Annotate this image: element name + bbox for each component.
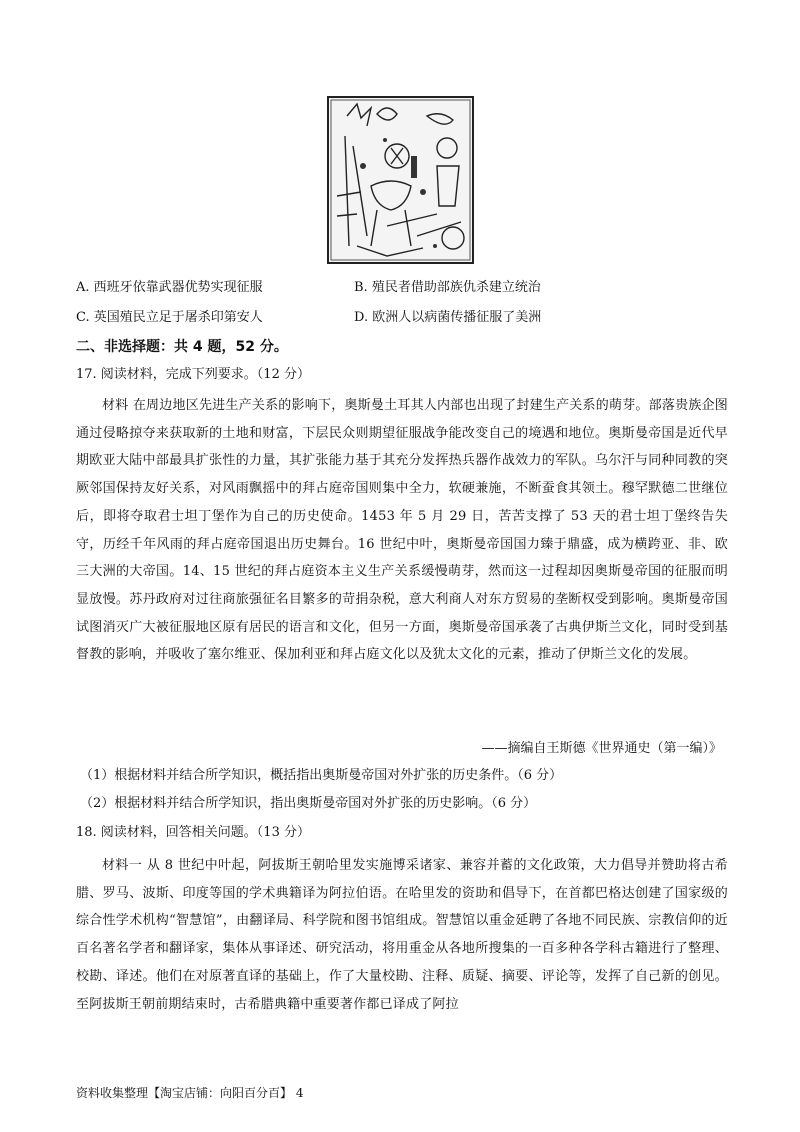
q17-sub2: （2）根据材料并结合所学知识，指出奥斯曼帝国对外扩张的历史影响。（6 分） [80, 796, 537, 811]
page-footer: 资料收集整理【淘宝店铺：向阳百分百】 4 [76, 1086, 304, 1100]
q17-sub1: （1）根据材料并结合所学知识，概括指出奥斯曼帝国对外扩张的历史条件。（6 分） [80, 768, 563, 783]
q17-material: 材料 在周边地区先进生产关系的影响下，奥斯曼土耳其人内部也出现了封建生产关系的萌芽。部落贵族企图通过侵略掠夺来获取新的土地和财富，下层民众则期望征服战争能改变自己的境遇和地位。奥斯曼帝国是近代早期欧亚大陆中部最具扩张性的力量，其扩张能力基于其充分发挥热兵器作战效力的军队。乌尔汗与同种同教的突厥邻国保持友好关系，对风雨飘摇中的拜占庭帝国则集中全力，软硬兼施，不断蚕食其领土。穆罕默德二世继位后，即将夺取君士坦丁堡作为自己的历史使命。1453 年 5 月 29 日，苦苦支撑了 53 天的君士坦丁堡终告失守，历经千年风雨的拜占庭帝国退出历史舞台。16 世纪中叶，奥斯曼帝国国力臻于鼎盛，成为横跨亚、非、欧三大洲的大帝国。14、15 世纪的拜占庭资本主义生产关系缓慢萌芽，然而这一过程却因奥斯曼帝国的征服而明显放慢。苏丹政府对过往商旅强征名目繁多的苛捐杂税，意大利商人对东方贸易的垄断权受到影响。奥斯曼帝国试图消灭广大被征服地区原有居民的语言和文化，但另一方面，奥斯曼帝国承袭了古典伊斯兰文化，同时受到基督教的影响，并吸收了塞尔维亚、保加利亚和拜占庭文化以及犹太文化的元素，推动了伊斯兰文化的发展。 [76, 398, 728, 663]
section-heading: 二、非选择题：共 4 题，52 分。 [76, 339, 288, 355]
option-c: C. 英国殖民立足于屠杀印第安人 [76, 310, 263, 325]
option-d: D. 欧洲人以病菌传播征服了美洲 [354, 310, 542, 325]
option-a: A. 西班牙依靠武器优势实现征服 [76, 280, 263, 295]
q18-title: 18. 阅读材料，回答相关问题。（13 分） [76, 825, 310, 840]
woodcut-illustration [327, 96, 474, 264]
q17-source: ——摘编自王斯德《世界通史（第一编）》 [481, 741, 722, 756]
option-b: B. 殖民者借助部族仇杀建立统治 [354, 280, 541, 295]
q18-material: 材料一 从 8 世纪中叶起，阿拔斯王朝哈里发实施博采诸家、兼容并蓄的文化政策，大力倡导并赞助将古希腊、罗马、波斯、印度等国的学术典籍译为阿拉伯语。在哈里发的资助和倡导下，在首都巴格达创建了国家级的综合性学术机构“智慧馆”，由翻译局、科学院和图书馆组成。智慧馆以重金延聘了各地不同民族、宗教信仰的近百名著名学者和翻译家，集体从事译述、研究活动，将用重金从各地所搜集的一百多种各学科古籍进行了整理、校勘、译述。他们在对原著直译的基础上，作了大量校勘、注释、质疑、摘要、评论等，发挥了自己新的创见。至阿拔斯王朝前期结束时，古希腊典籍中重要著作都已译成了阿拉 [76, 858, 728, 1012]
q17-title: 17. 阅读材料，完成下列要求。（12 分） [76, 367, 310, 382]
